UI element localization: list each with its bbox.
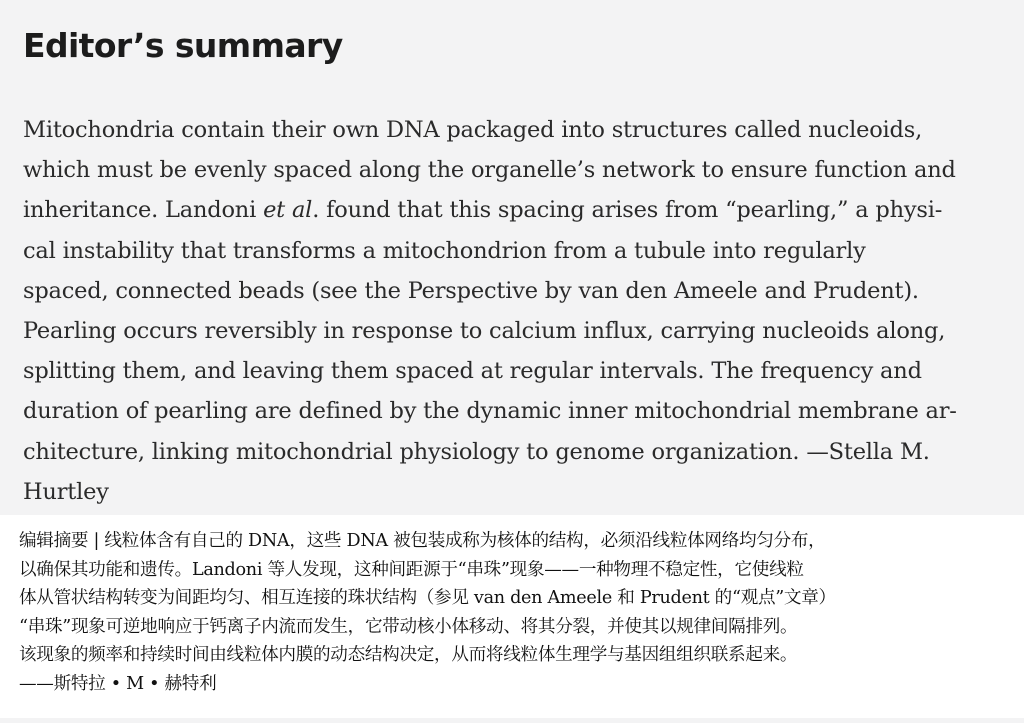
summary-line: Pearling occurs reversibly in response to calcium influx, carrying nucleoids along, — [23, 318, 946, 345]
summary-line: spaced, connected beads (see the Perspective by van den Ameele and Prudent). — [23, 277, 919, 304]
bottom-band — [0, 718, 1024, 723]
summary-line: Hurtley — [23, 478, 109, 505]
translation-line: 该现象的频率和持续时间由线粒体内膜的动态结构决定，从而将线粒体生理学与基因组组织联系起来。 — [19, 645, 798, 665]
summary-line: cal instability that transforms a mitochondrion from a tubule into regularly — [23, 237, 866, 264]
summary-heading: Editor’s summary — [23, 26, 343, 65]
summary-line-3-end: . found that this spacing arises from “pearling,” a physi- — [312, 197, 943, 224]
translation-line: 以确保其功能和遗传。Landoni 等人发现，这种间距源于“串珠”现象——一种物理不稳定性，它使线粒 — [19, 559, 804, 580]
summary-line-3-start: inheritance. Landoni — [23, 197, 264, 224]
translation-line: 体从管状结构转变为间距均匀、相互连接的珠状结构（参见 van den Ameele 和 Prudent 的“观点”文章） — [19, 588, 836, 608]
summary-line-3 — [23, 190, 1023, 230]
et-al-italic: et al — [263, 197, 313, 224]
summary-paragraph — [23, 110, 1023, 512]
summary-line: duration of pearling are defined by the dynamic inner mitochondrial membrane ar- — [23, 398, 957, 425]
chinese-translation — [0, 515, 1024, 723]
summary-line: Mitochondria contain their own DNA packaged into structures called nucleoids, — [23, 117, 923, 143]
summary-line: splitting them, and leaving them spaced at regular intervals. The frequency and — [23, 358, 922, 385]
summary-line: chitecture, linking mitochondrial physiology to genome organization. —Stella M. — [23, 438, 930, 465]
translation-line: 编辑摘要 | 线粒体含有自己的 DNA，这些 DNA 被包装成称为核体的结构，必须沿线粒体网络均匀分布， — [19, 531, 826, 551]
translation-line: “串珠”现象可逆地响应于钙离子内流而发生，它带动核小体移动、将其分裂，并使其以规律间隔排列。 — [19, 616, 798, 637]
translation-signature: ——斯特拉 • M • 赫特利 — [19, 673, 217, 694]
summary-line: which must be evenly spaced along the organelle’s network to ensure function and — [23, 157, 956, 184]
